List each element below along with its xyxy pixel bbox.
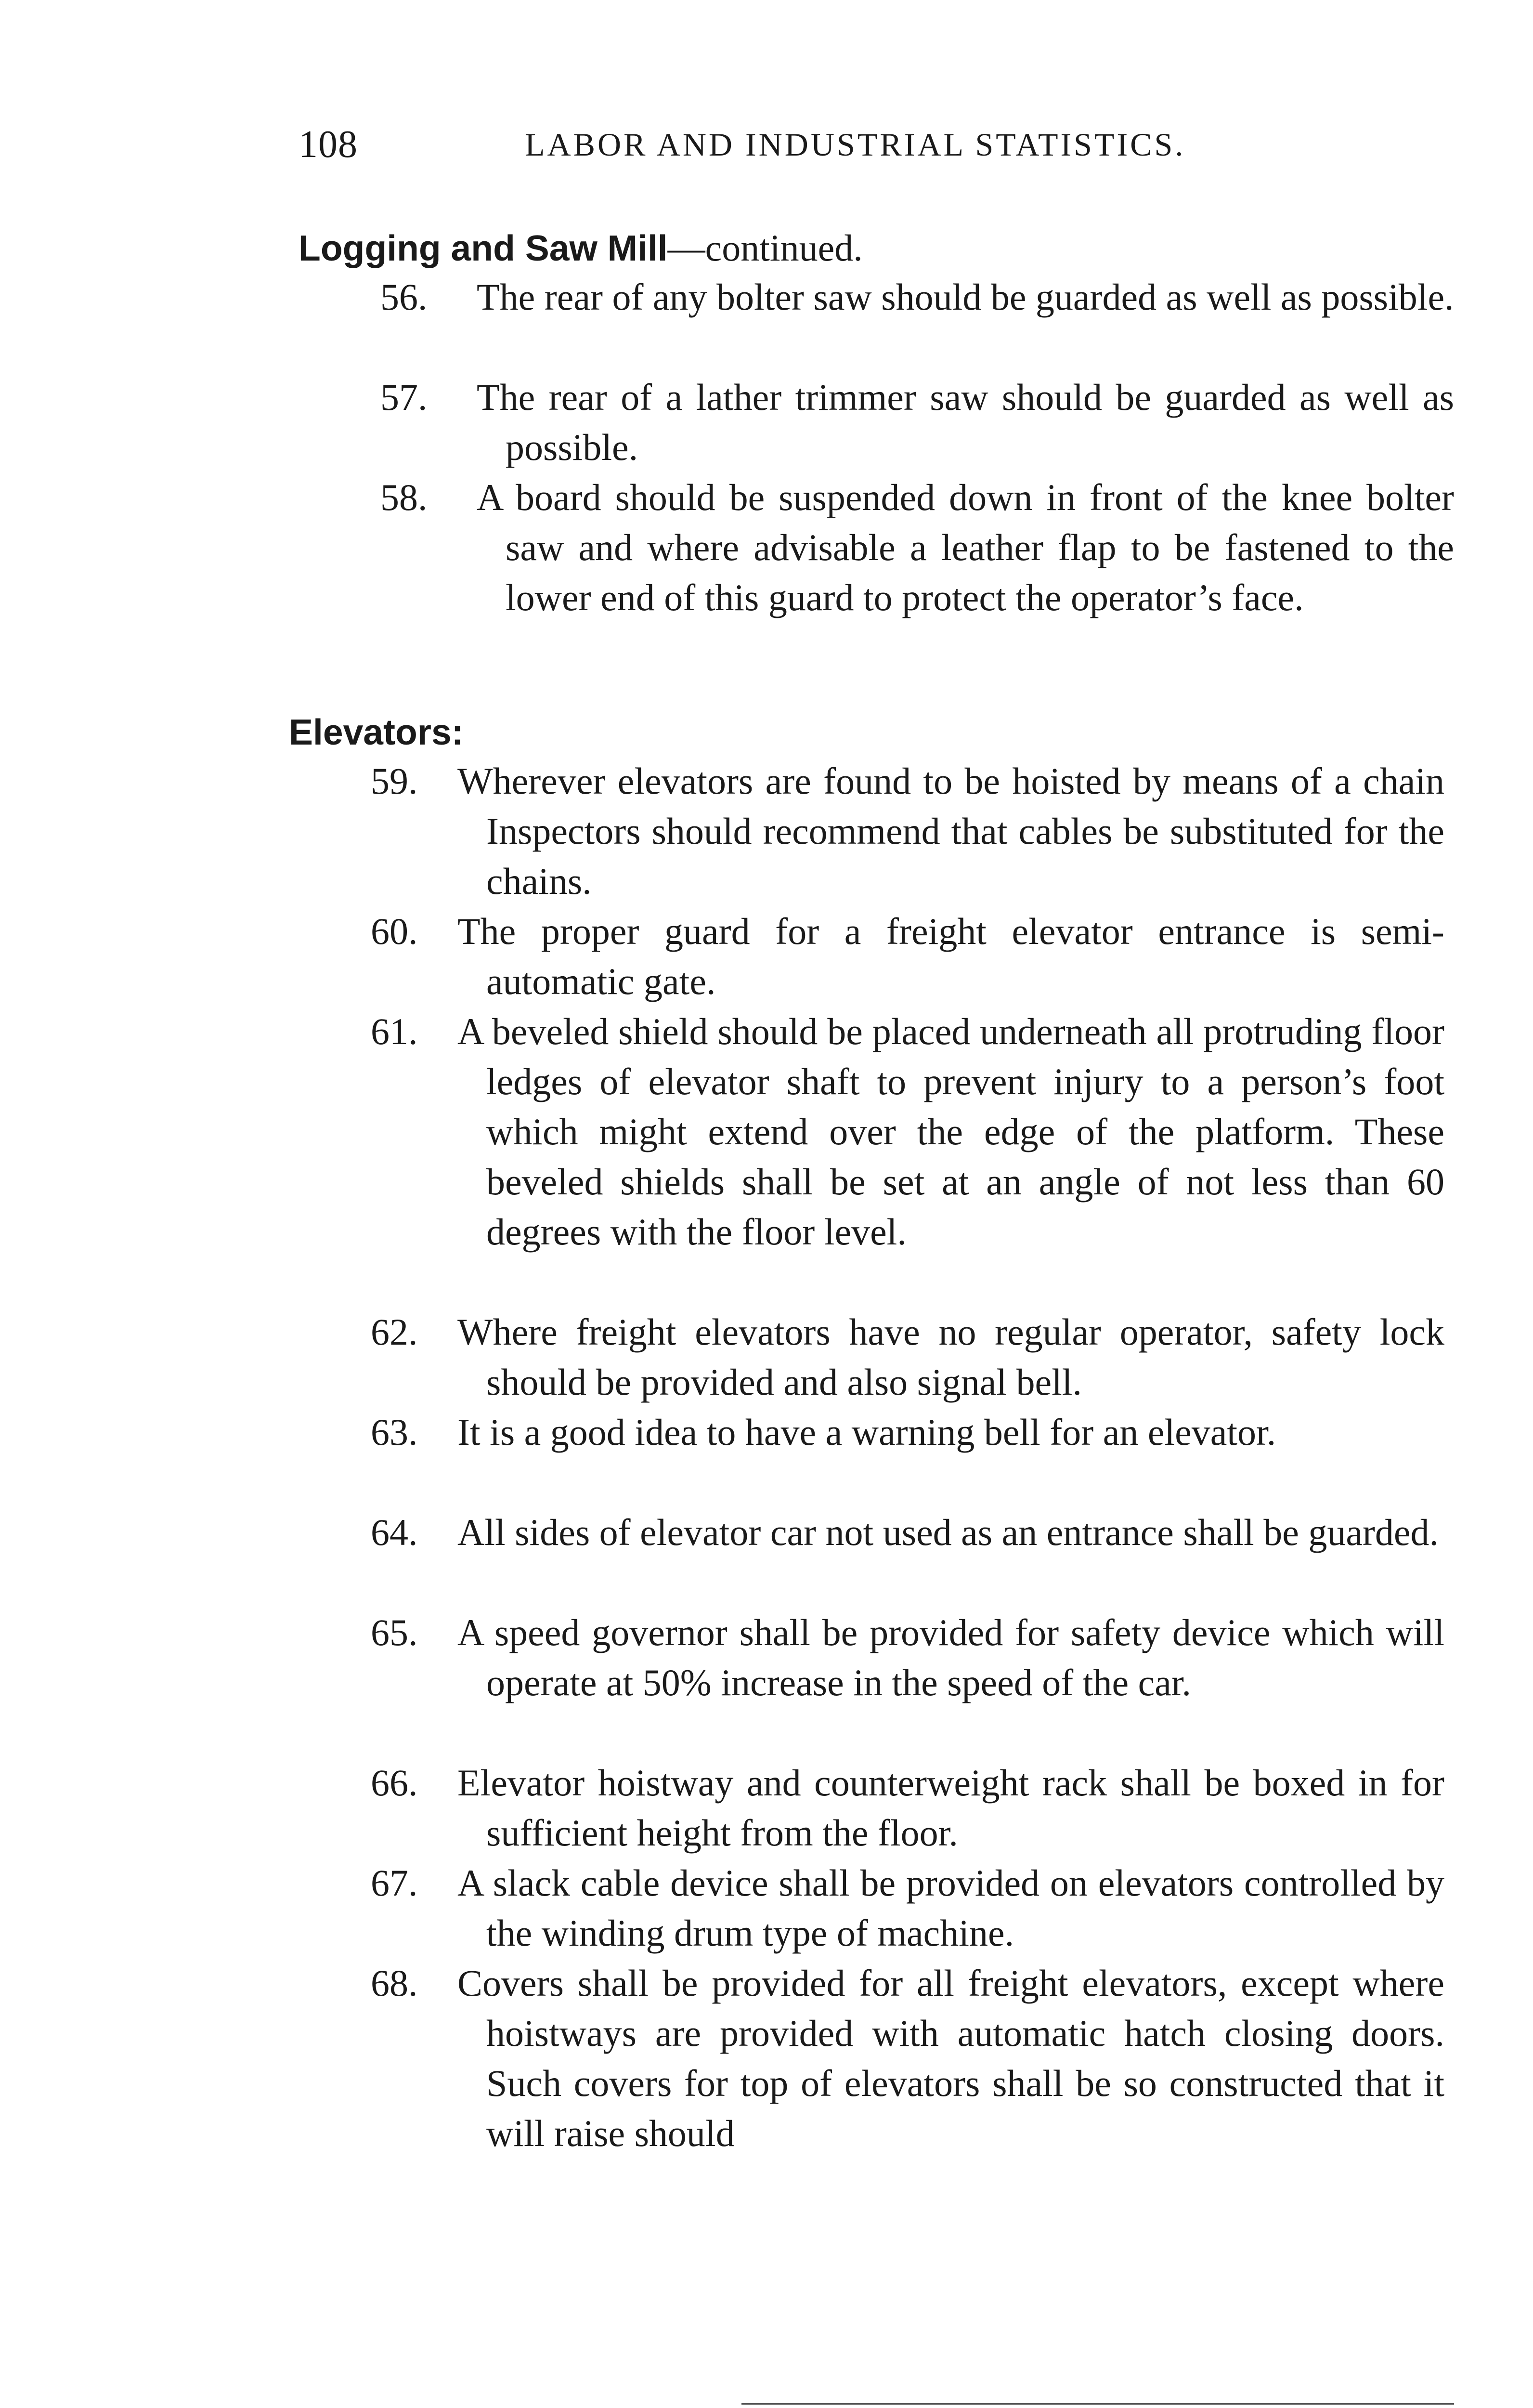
- section-heading: [299, 224, 1454, 272]
- item-text: A speed governor shall be provided for safety device which will operate at 50% increase in the speed of the car.: [457, 1611, 1444, 1703]
- item-number: 66.: [371, 1762, 418, 1804]
- item-text: All sides of elevator car not used as an entrance shall be guarded.: [457, 1511, 1439, 1553]
- item-number: 58.: [380, 476, 428, 518]
- list-item: [289, 1007, 1444, 1307]
- list-item: [289, 1858, 1444, 1958]
- item-text: A beveled shield should be placed underneath all protruding floor ledges of elevator shaft to prevent injury to a person’s foot which might extend over the edge of the platform. These beveled shields shall be set at an angle of not less than 60 degrees with the floor level.: [457, 1010, 1444, 1253]
- item-text: The proper guard for a freight elevator entrance is semi-automatic gate.: [457, 910, 1444, 1002]
- item-number: 56.: [380, 276, 428, 318]
- item-number: 64.: [371, 1511, 418, 1553]
- item-text: The rear of a lather trimmer saw should be guarded as well as possible.: [477, 376, 1454, 468]
- item-number: 67.: [371, 1862, 418, 1904]
- item-text: Covers shall be provided for all freight elevators, except where hoistways are provided with automatic hatch closing doors. Such covers for top of elevators shall be so constructed that it will raise should: [457, 1962, 1444, 2154]
- item-number: 59.: [371, 760, 418, 802]
- section-heading: Elevators:: [289, 712, 464, 752]
- item-number: 57.: [380, 376, 428, 418]
- footer-rule: [741, 2403, 1454, 2405]
- section-elevators: [289, 708, 1444, 2159]
- item-number: 63.: [371, 1411, 418, 1453]
- list-item: [289, 756, 1444, 906]
- list-item: [289, 1507, 1444, 1608]
- item-number: 65.: [371, 1611, 418, 1653]
- running-title: LABOR AND INDUSTRIAL STATISTICS.: [525, 126, 1186, 163]
- list-item: [289, 1608, 1444, 1758]
- item-text: Wherever elevators are found to be hoisted by means of a chain Inspectors should recommend that cables be substituted for the chains.: [457, 760, 1444, 902]
- item-text: It is a good idea to have a warning bell for an elevator.: [457, 1411, 1276, 1453]
- item-number: 61.: [371, 1010, 418, 1052]
- section-logging-saw-mill: [299, 224, 1454, 673]
- list-item: [299, 372, 1454, 472]
- list-item: [299, 472, 1454, 673]
- list-item: [289, 1958, 1444, 2159]
- list-item: [289, 1758, 1444, 1858]
- item-text: Where freight elevators have no regular operator, safety lock should be provided and also signal bell.: [457, 1311, 1444, 1403]
- list-item: [289, 906, 1444, 1007]
- item-number: 68.: [371, 1962, 418, 2004]
- list-item: [289, 1307, 1444, 1407]
- page-number: 108: [299, 123, 358, 166]
- list-item: [299, 272, 1454, 372]
- item-text: Elevator hoistway and counterweight rack shall be boxed in for sufficient height from the floor.: [457, 1762, 1444, 1854]
- item-text: A slack cable device shall be provided on elevators controlled by the winding drum type of machine.: [457, 1862, 1444, 1954]
- list-item: [289, 1407, 1444, 1507]
- section-heading-suffix: —continued.: [667, 227, 863, 269]
- section-heading-text: Logging and Saw Mill: [299, 228, 668, 268]
- page-header: [299, 123, 1449, 176]
- item-text: The rear of any bolter saw should be guarded as well as possible.: [477, 276, 1454, 318]
- item-text: A board should be suspended down in front of the knee bolter saw and where advisable a leather flap to be fastened to the lower end of this guard to protect the operator’s face.: [477, 476, 1454, 618]
- item-number: 62.: [371, 1311, 418, 1353]
- item-number: 60.: [371, 910, 418, 952]
